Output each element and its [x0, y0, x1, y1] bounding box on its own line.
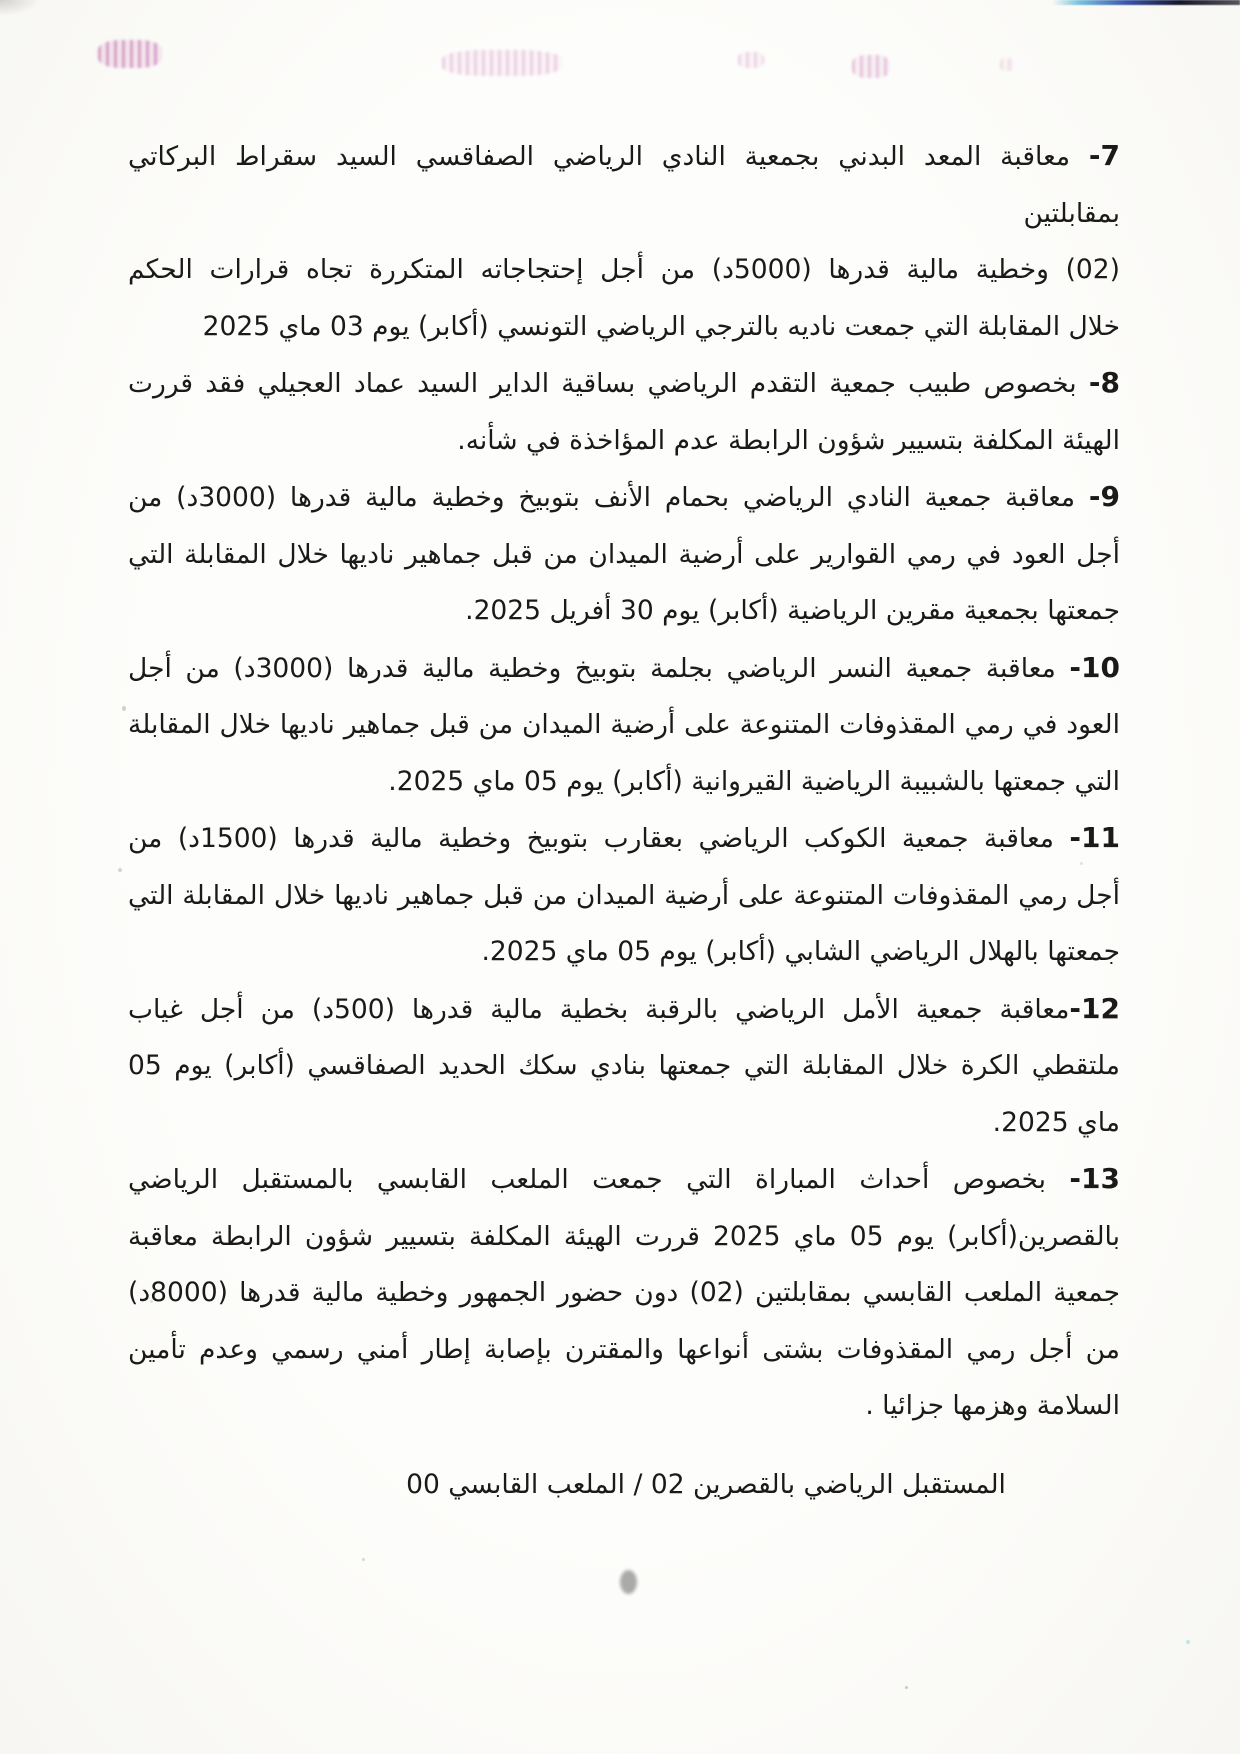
paragraph-number: 10-: [1069, 650, 1120, 684]
document-text: [128, 128, 1120, 1513]
text-line: [128, 469, 1120, 527]
text-line-body: معاقبة المعد البدني بجمعية النادي الرياضي الصفاقسي السيد سقراط البركاتي بمقابلتين: [128, 141, 1120, 229]
text-line: [128, 355, 1120, 413]
paragraph-number: 12-: [1069, 991, 1121, 1025]
text-line: الهيئة المكلفة بتسيير شؤون الرابطة عدم المؤاخذة في شأنه.: [457, 424, 1120, 456]
paragraph-number: 13-: [1069, 1162, 1120, 1195]
decision-paragraph-9: [128, 469, 1120, 640]
ink-bleed-smudge: [1000, 58, 1014, 71]
text-line: جمعتها بجمعية مقرين الرياضية (أكابر) يوم 30 أفريل 2025.: [465, 595, 1120, 626]
decision-paragraph-13: [128, 1151, 1120, 1435]
scan-speck: [118, 868, 122, 872]
decision-paragraph-8: [128, 355, 1120, 469]
text-line: [128, 640, 1120, 698]
paragraph-number: 11-: [1069, 821, 1120, 854]
ink-bleed-smudge: [98, 40, 162, 68]
text-line-body: معاقبة جمعية الكوكب الرياضي بعقارب بتوبيخ وخطية مالية قدرها (1500د) من: [128, 823, 1054, 854]
scan-speck: [362, 1558, 365, 1561]
text-line: جمعتها بالهلال الرياضي الشابي (أكابر) يوم 05 ماي 2025.: [481, 936, 1120, 967]
decision-paragraph-12: [128, 981, 1120, 1152]
ink-bleed-smudge: [442, 50, 562, 76]
scan-edge-streak: [1052, 0, 1240, 5]
decision-paragraph-7: [128, 128, 1120, 355]
scan-corner-shadow: [0, 0, 40, 16]
scan-speck: [905, 1686, 908, 1689]
paragraph-number: 7-: [1088, 139, 1120, 172]
text-line: (02) وخطية مالية قدرها (5000د) من أجل إحتجاجاته المتكررة تجاه قرارات الحكم: [128, 254, 1120, 285]
text-line: السلامة وهزمها جزائيا .: [865, 1390, 1120, 1421]
paragraph-number: 8-: [1088, 366, 1120, 399]
text-line: جمعية الملعب القابسي بمقابلتين (02) دون حضور الجمهور وخطية مالية قدرها (8000د): [128, 1277, 1120, 1308]
text-line-body: معاقبة جمعية النادي الرياضي بحمام الأنف بتوبيخ وخطية مالية قدرها (3000د) من: [128, 482, 1076, 513]
scan-speck: [1186, 1640, 1190, 1644]
text-line-body: معاقبة جمعية الأمل الرياضي بالرقبة بخطية مالية قدرها (500د) من أجل غياب: [128, 993, 1070, 1025]
scan-speck: [122, 706, 126, 711]
final-score-line: المستقبل الرياضي بالقصرين 02 / الملعب القابسي 00: [406, 1468, 1006, 1500]
text-line: [128, 810, 1120, 868]
text-line: ملتقطي الكرة خلال المقابلة التي جمعتها بنادي سكك الحديد الصفاقسي (أكابر) يوم 05: [128, 1050, 1120, 1081]
scan-spot: [620, 1570, 637, 1594]
decision-paragraph-11: [128, 810, 1120, 981]
ink-bleed-smudge: [738, 52, 764, 68]
text-line: بالقصرين(أكابر) يوم 05 ماي 2025 قررت الهيئة المكلفة بتسيير شؤون الرابطة معاقبة: [128, 1220, 1120, 1252]
text-line: [128, 981, 1120, 1039]
text-line: ماي 2025.: [992, 1106, 1120, 1138]
text-line-body: بخصوص طبيب جمعية التقدم الرياضي بساقية الداير السيد عماد العجيلي فقد قررت: [128, 368, 1077, 399]
text-line: خلال المقابلة التي جمعت ناديه بالترجي الرياضي التونسي (أكابر) يوم 03 ماي 2025: [202, 310, 1120, 342]
text-line: من أجل رمي المقذوفات بشتى أنواعها والمقترن بإصابة إطار أمني رسمي وعدم تأمين: [128, 1333, 1120, 1365]
text-line: [128, 1151, 1120, 1209]
text-line: العود في رمي المقذوفات المتنوعة على أرضية الميدان من قبل جماهير ناديها خلال المقابلة: [128, 709, 1120, 740]
text-line: [128, 128, 1120, 242]
decision-paragraph-10: [128, 640, 1120, 811]
ink-bleed-smudge: [852, 55, 890, 78]
text-line: التي جمعتها بالشبيبة الرياضية القيروانية (أكابر) يوم 05 ماي 2025.: [388, 765, 1120, 797]
text-line-body: بخصوص أحداث المباراة التي جمعت الملعب القابسي بالمستقبل الرياضي: [128, 1164, 1046, 1195]
text-line: أجل رمي المقذوفات المتنوعة على أرضية الميدان من قبل جماهير ناديها خلال المقابلة التي: [128, 879, 1120, 911]
paragraph-number: 9-: [1088, 480, 1120, 513]
text-line: أجل العود في رمي القوارير على أرضية الميدان من قبل جماهير ناديها خلال المقابلة التي: [128, 538, 1120, 570]
text-line-body: معاقبة جمعية النسر الرياضي بجلمة بتوبيخ وخطية مالية قدرها (3000د) من أجل: [128, 652, 1056, 684]
